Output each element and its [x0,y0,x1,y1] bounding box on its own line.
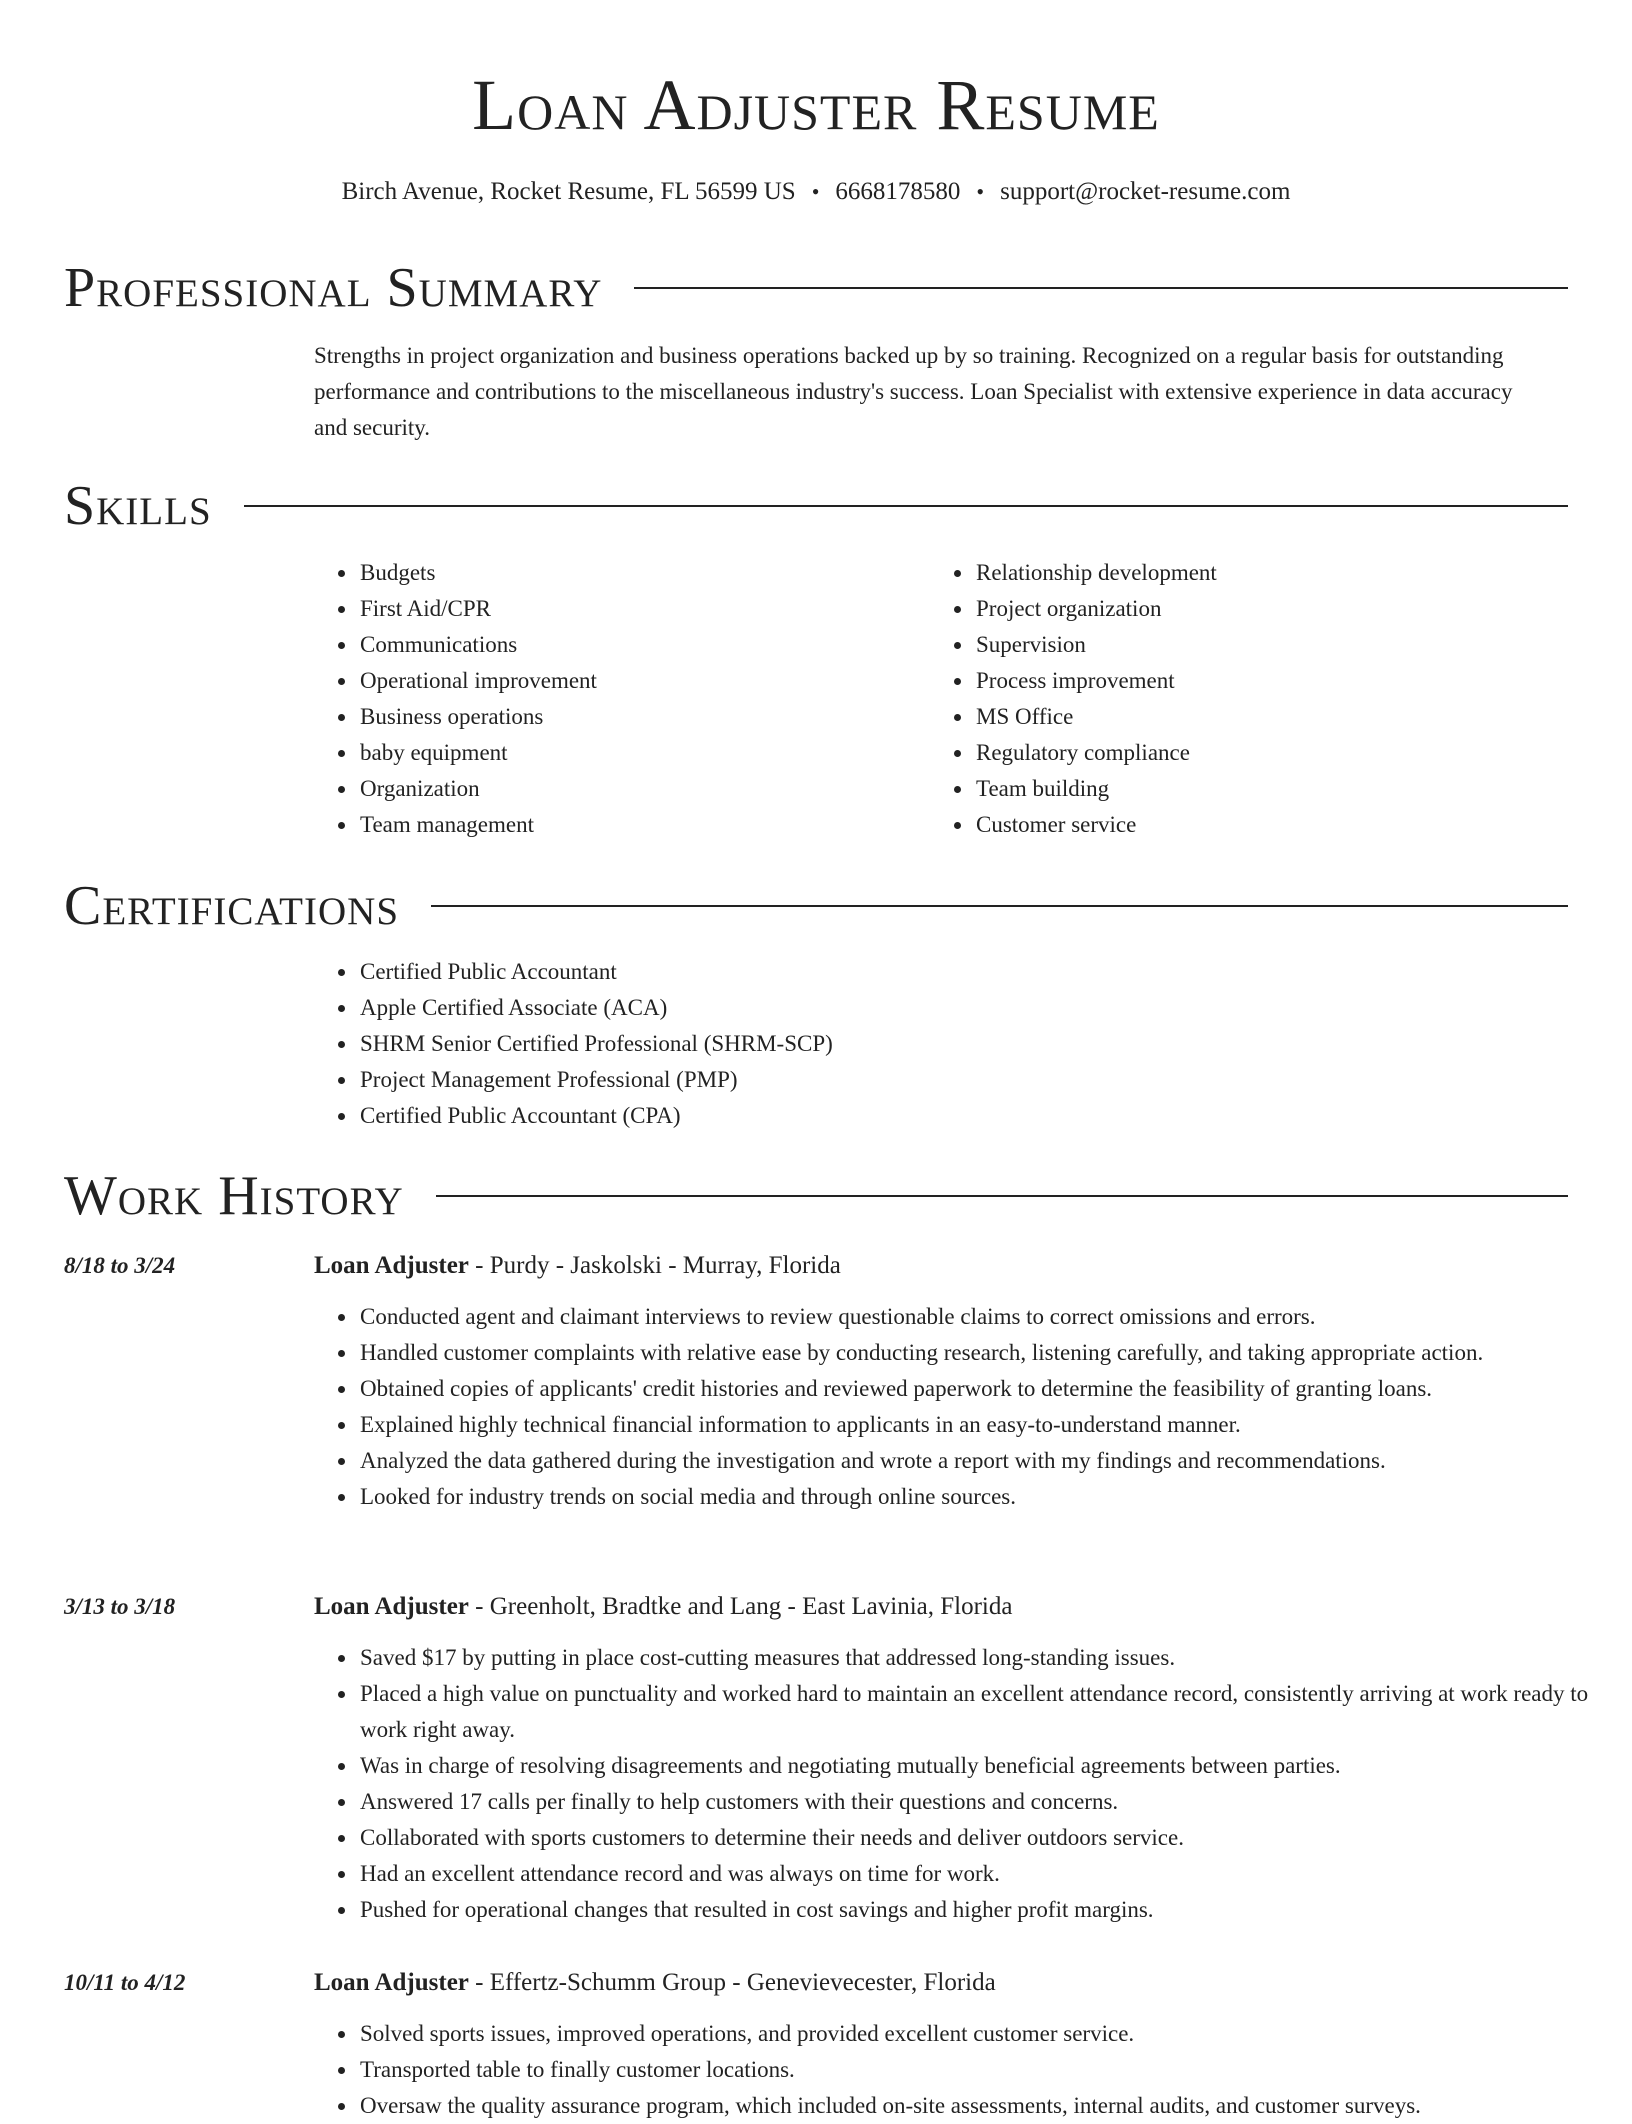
certification-item: • Certified Public Accountant (CPA) [358,1098,1558,1134]
job-bullets [314,1299,1612,1515]
contact-address: Birch Avenue, Rocket Resume, FL 56599 US [341,178,796,205]
certification-item: • Apple Certified Associate (ACA) [358,990,1558,1026]
job-bullet: • Collaborated with sports customers to determine their needs and deliver outdoors service. [358,1820,1612,1856]
skill-item: • Team management [358,807,918,843]
skill-item: • baby equipment [358,735,918,771]
skill-item: • Supervision [974,627,1574,663]
summary-text: Strengths in project organization and business operations backed up by so training. Recognized on a regular basis for outstanding performance and contributions to the miscellaneous industry's success. Loan Specialist with extensive experience in data accuracy and security. [314,343,1513,440]
section-title-skills: Skills [64,475,212,537]
certification-item: • Certified Public Accountant [358,954,1558,990]
skill-item: • Communications [358,627,918,663]
job-heading [314,1588,1012,1626]
job-bullet: • Was in charge of resolving disagreements and negotiating mutually beneficial agreements between parties. [358,1748,1612,1784]
section-divider [244,505,1568,507]
job-bullet: • Placed a high value on punctuality and worked hard to maintain an excellent attendance record, consistently arriving at work ready to work right away. [358,1676,1612,1748]
job-bullet: • Had an excellent attendance record and was always on time for work. [358,1856,1612,1892]
certification-item: • SHRM Senior Certified Professional (SHRM-SCP) [358,1026,1558,1062]
contact-email: support@rocket-resume.com [1000,178,1291,205]
contact-phone: 6668178580 [835,178,961,205]
skill-item: • Operational improvement [358,663,918,699]
job-bullet: • Obtained copies of applicants' credit histories and reviewed paperwork to determine the feasibility of granting loans. [358,1371,1612,1407]
section-divider [436,1195,1568,1197]
job-heading [314,1247,841,1285]
contact-separator: • [976,179,985,204]
certifications-list [314,954,1558,1134]
job-employer: - Greenholt, Bradtke and Lang - East Lavinia, Florida [468,1593,1013,1620]
certification-item: • Project Management Professional (PMP) [358,1062,1558,1098]
job-bullet: • Saved $17 by putting in place cost-cutting measures that addressed long-standing issues. [358,1640,1612,1676]
section-divider [634,287,1568,289]
skill-item: • Budgets [358,555,918,591]
skill-item: • Relationship development [974,555,1574,591]
job-bullet: • Solved sports issues, improved operations, and provided excellent customer service. [358,2016,1612,2052]
skills-list-left [314,555,918,843]
section-header-skills [64,471,1568,541]
job-heading [314,1964,996,2002]
job-bullet: • Explained highly technical financial information to applicants in an easy-to-understand manner. [358,1407,1612,1443]
skill-item: • Customer service [974,807,1574,843]
job-bullets [314,2016,1612,2124]
job-role: Loan Adjuster [314,1593,469,1620]
skill-item: • Regulatory compliance [974,735,1574,771]
section-title-work-history: Work History [64,1165,404,1227]
job-dates: 8/18 to 3/24 [64,1253,176,1278]
job-employer: - Effertz-Schumm Group - Genevievecester, Florida [468,1969,996,1996]
skills-list-right [930,555,1574,843]
contact-line [0,172,1632,212]
skill-item: • Project organization [974,591,1574,627]
skill-item: • MS Office [974,699,1574,735]
skill-item: • Team building [974,771,1574,807]
section-title-certifications: Certifications [64,875,400,937]
job-bullet: • Conducted agent and claimant interviews to review questionable claims to correct omissions and errors. [358,1299,1612,1335]
section-title-summary: Professional Summary [64,257,603,319]
job-bullet: • Answered 17 calls per finally to help customers with their questions and concerns. [358,1784,1612,1820]
section-header-summary [64,253,1568,323]
job-bullet: • Transported table to finally customer locations. [358,2052,1612,2088]
section-header-work-history [64,1161,1568,1231]
job-role: Loan Adjuster [314,1252,469,1279]
contact-separator: • [811,179,820,204]
resume-title: Loan Adjuster Resume [472,65,1160,145]
job-dates: 3/13 to 3/18 [64,1594,176,1619]
skill-item: • First Aid/CPR [358,591,918,627]
skill-item: • Business operations [358,699,918,735]
job-bullet: • Looked for industry trends on social media and through online sources. [358,1479,1612,1515]
job-bullet: • Oversaw the quality assurance program, which included on-site assessments, internal audits, and customer surveys. [358,2088,1612,2124]
section-header-certifications [64,871,1568,941]
job-employer: - Purdy - Jaskolski - Murray, Florida [468,1252,841,1279]
skill-item: • Process improvement [974,663,1574,699]
job-bullet: • Handled customer complaints with relative ease by conducting research, listening carefully, and taking appropriate action. [358,1335,1612,1371]
job-role: Loan Adjuster [314,1969,469,1996]
section-divider [431,905,1568,907]
job-dates: 10/11 to 4/12 [64,1970,186,1995]
job-bullet: • Analyzed the data gathered during the investigation and wrote a report with my findings and recommendations. [358,1443,1612,1479]
job-bullets [314,1640,1612,1928]
skill-item: • Organization [358,771,918,807]
job-bullet: • Pushed for operational changes that resulted in cost savings and higher profit margins. [358,1892,1612,1928]
